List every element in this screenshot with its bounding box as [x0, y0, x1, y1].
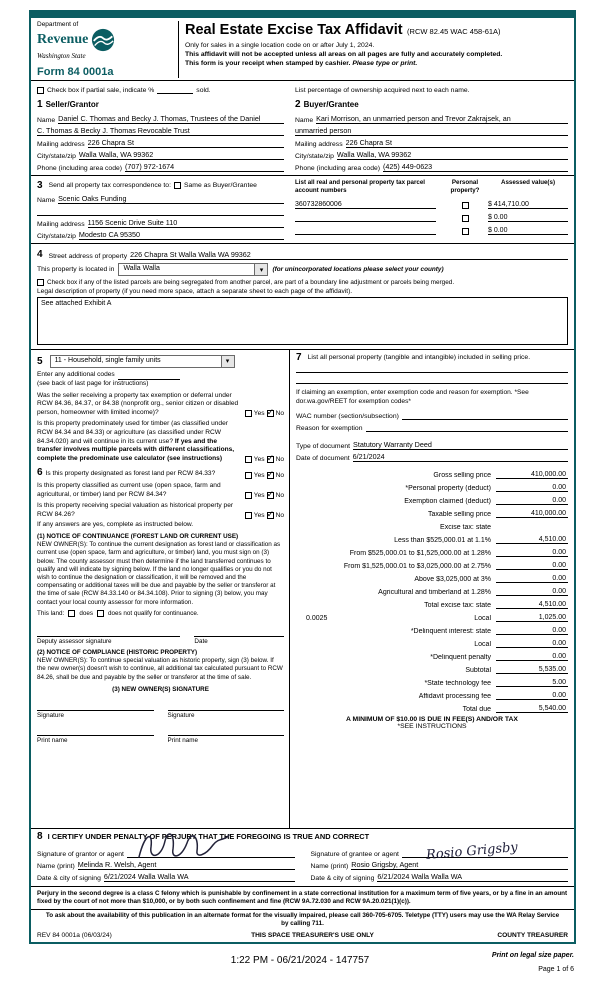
no-label: No [275, 512, 284, 520]
tax-line: From $525,000.01 to $1,525,000.00 at 1.28% 0.00 [349, 549, 566, 558]
yes-label: Yes [253, 492, 265, 500]
date-label: Date [194, 637, 208, 645]
partial-sale-label: Check box if partial sale, indicate % [47, 86, 155, 94]
section-4-number: 4 [37, 249, 43, 260]
tax-line: *State technology fee 5.00 [424, 679, 566, 688]
partial-sale-suffix: sold. [196, 86, 211, 94]
buyer-city-label: City/state/zip [295, 153, 334, 160]
timber-question-bold: If yes and the transfer involves multiple parcels with different classifications, complete the predominate use calculator (see instructions) [37, 437, 235, 462]
seller-name-value[interactable]: Daniel C. Thomas and Becky J. Thomas, Trustees of the Daniel [58, 114, 284, 124]
notice-compliance-body: NEW OWNER(S): To continue special valuation as historic property, sign (3) below. If the new owner(s) doesn't wish to continue, all additional tax calculated pursuant to RCW 84.26, shall be due and payable by the seller or transferor at the time of sale. [37, 657, 283, 681]
tax-line: Gross selling price 410,000.00 [433, 471, 566, 480]
parties-section [31, 96, 574, 176]
tax-line: From $1,525,000.01 to $3,025,000.00 at 2.75% 0.00 [343, 562, 566, 571]
tax-amount[interactable]: 0.00 [496, 497, 568, 505]
grantee-print-name-value[interactable]: Rosio Grigsby, Agent [351, 860, 568, 870]
tax-amount[interactable]: 0.00 [496, 692, 568, 700]
new-owner-signature-line-2[interactable] [168, 702, 285, 711]
new-owner-print-name-line-1[interactable] [37, 727, 154, 736]
personal-property-blank-line[interactable] [296, 362, 568, 373]
section-8-number: 8 [37, 831, 43, 842]
type-or-print-note: Please type or print. [352, 60, 418, 67]
doc-type-label: Type of document [296, 443, 351, 451]
header-note-1: Only for sales in a single location code on or after July 1, 2024. [185, 42, 375, 49]
signature-label: Signature [167, 711, 195, 719]
seller-title: Seller/Grantor [45, 100, 99, 109]
grantor-date-city-value[interactable]: 6/21/2024 Walla Walla WA [104, 872, 295, 882]
current-use-yes-checkbox[interactable] [245, 492, 252, 499]
correspondence-parcel-section [31, 176, 574, 244]
yes-label: Yes [253, 512, 265, 520]
parcel-number-value[interactable]: 360732860006 [295, 201, 436, 209]
revenue-wordmark: Revenue [37, 32, 89, 47]
buyer-city-value[interactable]: Walla Walla, WA 99362 [337, 150, 568, 160]
property-class-select[interactable] [50, 355, 235, 368]
personal-property-blank-line[interactable] [296, 373, 568, 384]
tax-amount[interactable]: 0.00 [496, 588, 568, 596]
buyer-phone-label: Phone (including area code) [295, 165, 381, 172]
section-5-number: 5 [37, 355, 43, 367]
header-note-3 [185, 59, 568, 68]
section-7-number: 7 [296, 352, 302, 363]
tax-line: Total excise tax: state 4,510.00 [424, 601, 566, 610]
personal-property-checkbox[interactable] [462, 228, 469, 235]
tax-amount[interactable]: 0.00 [496, 627, 568, 635]
buyer-name-label: Name [295, 117, 314, 124]
new-owner-print-name-line-2[interactable] [168, 727, 285, 736]
notice-compliance-title: (2) NOTICE OF COMPLIANCE (HISTORIC PROPERTY) [37, 648, 198, 656]
current-use-question: Is this property classified as current use (open space, farm and agricultural, or timber) land per RCW 84.34? [37, 481, 221, 498]
parcel-row [295, 196, 568, 209]
parcel-table [289, 176, 574, 243]
minimum-due-note: A MINIMUM OF $10.00 IS DUE IN FEE(S) AND/OR TAX [346, 716, 518, 724]
tax-amount[interactable]: 0.00 [496, 484, 568, 492]
seller-name-label: Name [37, 117, 56, 124]
correspondence-city-label: City/state/zip [37, 233, 76, 240]
page-number: Page 1 of 6 [538, 966, 574, 973]
exemption-question: Was the seller receiving a property tax exemption or deferral under RCW 84.36, 84.37, or 84.38 (nonprofit org., senior citizen or disabled person, homeowner with limited income)? [37, 391, 239, 416]
seller-name-value-2[interactable]: C. Thomas & Becky J. Thomas Revocable Trust [37, 126, 284, 136]
tax-amount[interactable]: 0.00 [496, 575, 568, 583]
tax-line: 0.0025 Local 1,025.00 [296, 609, 568, 622]
seller-mailing-label: Mailing address [37, 141, 85, 148]
county-select[interactable] [118, 263, 268, 276]
tax-amount[interactable]: 0.00 [496, 562, 568, 570]
no-label: No [275, 456, 284, 464]
personal-property-checkbox[interactable] [462, 215, 469, 222]
certification-section [31, 829, 574, 887]
segregated-label: Check box if any of the listed parcels are being segregated from another parcel, are part of a boundary line adjustment or parcels being merged. [47, 279, 455, 286]
grantee-date-city-label: Date & city of signing [310, 875, 375, 882]
tax-line: Total due 5,540.00 [462, 705, 566, 714]
correspondence-city-value[interactable]: Modesto CA 95350 [79, 230, 284, 240]
buyer-mailing-value[interactable]: 226 Chapra St [346, 138, 568, 148]
forest-yes-checkbox[interactable] [245, 472, 252, 479]
tax-line: Local 0.00 [474, 640, 566, 649]
historical-no-checkbox[interactable] [267, 512, 274, 519]
alternate-format-notice: To ask about the availability of this publication in an alternate format for the visually impaired, please call 360-705-6705. Teletype (TTY) users may use the WA Relay Service by calling 711. [45, 912, 560, 927]
tax-amount[interactable]: 410,000.00 [496, 471, 568, 479]
doc-type-value[interactable]: Statutory Warranty Deed [353, 440, 568, 450]
seller-city-label: City/state/zip [37, 153, 76, 160]
grantor-signature-label: Signature of grantor or agent [37, 851, 124, 858]
tax-computation-table [296, 466, 568, 713]
grantee-signature-line[interactable] [402, 840, 568, 863]
section-6-number: 6 [37, 467, 43, 479]
parcel-number-value[interactable] [295, 234, 436, 235]
timber-yes-checkbox[interactable] [245, 456, 252, 463]
correspondence-mailing-label: Mailing address [37, 221, 85, 228]
this-land-label: This land: [37, 609, 65, 617]
grantor-date-city-label: Date & city of signing [37, 875, 101, 882]
chevron-down-icon[interactable] [221, 356, 234, 367]
buyer-name-value-2[interactable]: unmarried person [295, 126, 568, 136]
section-7-column [289, 350, 574, 828]
tax-amount[interactable]: 4,510.00 [496, 536, 568, 544]
county-treasurer-label: COUNTY TREASURER [497, 932, 568, 939]
tax-line: Subtotal 5,535.00 [465, 666, 566, 675]
seller-phone-label: Phone (including area code) [37, 165, 123, 172]
if-yes-note: If any answers are yes, complete as instructed below. [37, 521, 194, 529]
grantee-print-name-label: Name (print) [310, 863, 349, 870]
notice-continuance-title: (1) NOTICE OF CONTINUANCE (FOREST LAND OR CURRENT USE) [37, 532, 239, 540]
personal-property-col-header: Personal property? [450, 179, 480, 194]
timber-no-checkbox[interactable] [267, 456, 274, 463]
tax-line: *Delinquent penalty 0.00 [430, 653, 566, 662]
parcel-row [295, 209, 568, 222]
reet-affidavit-page [29, 10, 576, 944]
print-note: Print on legal size paper. [491, 952, 574, 959]
title-rcw-reference: (RCW 82.45 WAC 458-61A) [407, 27, 501, 36]
correspondence-label: Send all property tax correspondence to: [48, 182, 171, 189]
no-label: No [275, 410, 284, 418]
seller-phone-value[interactable]: (707) 972-1674 [125, 162, 284, 172]
wac-number-label: WAC number (section/subsection) [296, 413, 399, 421]
additional-codes-field[interactable] [118, 372, 180, 380]
assessed-value-col-header: Assessed value(s) [501, 179, 555, 186]
located-in-label: This property is located in [37, 266, 115, 273]
section-3-number: 3 [37, 180, 43, 191]
tax-line: Less than $525,000.01 at 1.1% 4,510.00 [394, 536, 566, 545]
local-rate-value: 0.0025 [306, 615, 328, 623]
property-class-value: 11 - Household, single family units [54, 356, 161, 364]
certification-statement: I CERTIFY UNDER PENALTY OF PERJURY THAT THE FOREGOING IS TRUE AND CORRECT [47, 832, 370, 841]
grantee-signature-label: Signature of grantee or agent [310, 851, 399, 858]
assessed-value[interactable]: $ 414,710.00 [488, 201, 568, 209]
additional-codes-label: Enter any additional codes [37, 371, 115, 379]
tax-amount[interactable]: 410,000.00 [496, 510, 568, 518]
buyer-name-value[interactable]: Kari Morrison, an unmarried person and Trevor Zakrajsek, an [316, 114, 568, 124]
tax-amount[interactable]: 5,540.00 [496, 705, 568, 713]
grantee-signature: Rosio Grigsby [425, 840, 519, 863]
grantee-date-city-value[interactable]: 6/21/2024 Walla Walla WA [377, 872, 568, 882]
signature-label: Signature [37, 711, 64, 719]
forest-no-checkbox[interactable] [267, 472, 274, 479]
tax-amount[interactable]: 0.00 [496, 653, 568, 661]
see-back-note: (see back of last page for instructions) [37, 380, 149, 387]
ownership-note: List percentage of ownership acquired next to each name. [295, 87, 470, 94]
correspondence-name-label: Name [37, 197, 56, 204]
tax-amount[interactable]: 5.00 [496, 679, 568, 687]
yes-label: Yes [253, 410, 265, 418]
yes-label: Yes [253, 471, 265, 479]
treasurer-space-label: THIS SPACE TREASURER'S USE ONLY [251, 932, 374, 939]
street-address-value[interactable]: 226 Chapra St Walla Walla WA 99362 [130, 250, 568, 260]
historical-question: Is this property receiving special valuation as historical property per RCW 84.26? [37, 502, 234, 518]
print-name-label: Print name [37, 736, 68, 744]
grantor-print-name-label: Name (print) [37, 863, 75, 870]
yes-label: Yes [253, 456, 265, 464]
correspondence-mailing-value[interactable]: 1156 Scenic Drive Suite 110 [88, 218, 284, 228]
correspondence-section [31, 176, 289, 243]
exemption-yes-checkbox[interactable] [245, 410, 252, 417]
tax-line: Taxable selling price 410,000.00 [427, 510, 566, 519]
assessed-value[interactable]: $ 0.00 [488, 214, 568, 222]
see-instructions-note: *SEE INSTRUCTIONS [397, 723, 467, 731]
washington-state-label: Washington State [37, 52, 86, 60]
treasurer-row [31, 930, 574, 942]
seller-mailing-value[interactable]: 226 Chapra St [88, 138, 284, 148]
tax-line: Excise tax: state [440, 524, 491, 532]
exemption-no-checkbox[interactable] [267, 410, 274, 417]
correspondence-name-value[interactable]: Scenic Oaks Funding [58, 194, 284, 204]
tax-line: Above $3,025,000 at 3% 0.00 [414, 575, 566, 584]
section-2-number: 2 [295, 99, 301, 110]
no-label: No [275, 492, 284, 500]
county-select-value: Walla Walla [123, 265, 160, 272]
segregated-checkbox[interactable] [37, 279, 44, 286]
deputy-assessor-signature-line[interactable] [37, 628, 180, 637]
perjury-notice: Perjury in the second degree is a class C felony which is punishable by confinement in a state correctional institution for a maximum term of five years, or by a fine in an amount fixed by the court of not more than $10,000, or by both such confinement and fine (RCW 9A.72.030 and RCW 9A.20.021(1)(c)). [31, 887, 574, 910]
does-label: does [79, 609, 93, 617]
partial-sale-row [31, 81, 574, 96]
form-number: Form 84 0001a [37, 66, 114, 78]
buyer-phone-value[interactable]: (425) 449-0623 [383, 162, 568, 172]
assessed-value[interactable]: $ 0.00 [488, 227, 568, 235]
tax-amount[interactable]: 0.00 [496, 640, 568, 648]
legal-description-value: See attached Exhibit A [41, 300, 112, 307]
does-not-label: does not qualify for continuance. [107, 609, 199, 617]
no-label: No [275, 471, 284, 479]
tax-line: *Delinquent interest: state 0.00 [410, 627, 566, 636]
tax-line: Agricultural and timberland at 1.28% 0.00 [378, 588, 566, 597]
tax-line: Affidavit processing fee 0.00 [418, 692, 566, 701]
forest-land-question: Is this property designated as forest land per RCW 84.33? [45, 470, 216, 478]
timestamp-stamp: 1:22 PM - 06/21/2024 - 147757 [230, 955, 370, 966]
buyer-mailing-label: Mailing address [295, 141, 343, 148]
legal-description-box[interactable] [37, 297, 568, 345]
partial-sale-checkbox[interactable] [37, 87, 44, 94]
grantor-signature-line[interactable] [127, 849, 295, 858]
parcel-row [295, 222, 568, 235]
header-note-2: This affidavit will not be accepted unless all areas on all pages are fully and accurately completed. [185, 51, 503, 58]
header-note-3-text: This form is your receipt when stamped by cashier. [185, 60, 351, 67]
does-qualify-checkbox[interactable] [68, 610, 75, 617]
chevron-down-icon[interactable] [254, 264, 267, 275]
tax-line: *Personal property (deduct) 0.00 [405, 484, 566, 493]
agency-block [37, 21, 179, 78]
tax-line: Exemption claimed (deduct) 0.00 [404, 497, 566, 506]
reason-exemption-field[interactable] [366, 423, 569, 432]
correspondence-name-blank[interactable] [37, 207, 284, 216]
parcel-col-header: List all real and personal property tax parcel account numbers [295, 179, 425, 194]
exemption-code-note: If claiming an exemption, enter exemption code and reason for exemption. *See dor.wa.gov/REET for exemption codes* [296, 389, 529, 405]
does-not-qualify-checkbox[interactable] [97, 610, 104, 617]
same-as-buyer-label: Same as Buyer/Grantee [183, 182, 257, 189]
notice-continuance-body: NEW OWNER(S): To continue the current designation as forest land or classification as current use (open space, farm and agriculture, or timber) land, you must sign on (3) below. The county assessor must then determine if the land transferred continues to qualify and will indicate by signing below. If the land no longer qualifies or you do not wish to continue the designation or classification, it will be removed and the compensating or additional taxes will be due and payable by the seller or transferor at the time of sale (RCW 84.33.140 or 84.34.108). Prior to signing (3) below, you may contact your local county assessor for more information. [37, 541, 281, 606]
timber-question: Is this property predominately used for timber (as classified under RCW 84.34 and 84.33) or agriculture (as classified under RCW 84.34.020) and will continue in its current use? [37, 420, 228, 445]
street-address-label: Street address of property [48, 253, 128, 260]
grantor-print-name-value[interactable]: Melinda R. Welsh, Agent [78, 860, 295, 870]
seller-city-value[interactable]: Walla Walla, WA 99362 [79, 150, 284, 160]
deputy-assessor-label: Deputy assessor signature [37, 637, 112, 645]
dor-logo-icon [91, 28, 115, 52]
new-owner-signature-line-1[interactable] [37, 702, 154, 711]
current-use-no-checkbox[interactable] [267, 492, 274, 499]
tax-amount[interactable]: 4,510.00 [496, 601, 568, 609]
section-5-6-column [31, 350, 289, 828]
section-1-number: 1 [37, 99, 43, 110]
page-title: Real Estate Excise Tax Affidavit [185, 22, 403, 38]
seller-section [31, 96, 289, 175]
department-of-label: Department of [37, 21, 79, 28]
partial-sale-percent-field[interactable] [157, 86, 193, 94]
doc-date-value[interactable]: 6/21/2024 [353, 452, 568, 462]
buyer-section [289, 96, 574, 175]
form-header [31, 18, 574, 81]
classification-tax-section [31, 350, 574, 829]
deputy-date-line[interactable] [194, 628, 284, 637]
historical-yes-checkbox[interactable] [245, 512, 252, 519]
parcel-number-value[interactable] [295, 221, 436, 222]
same-as-buyer-checkbox[interactable] [174, 182, 181, 189]
buyer-title: Buyer/Grantee [303, 100, 359, 109]
tax-amount[interactable]: 5,535.00 [496, 666, 568, 674]
grantor-signature [135, 827, 231, 861]
tax-amount[interactable]: 1,025.00 [496, 614, 568, 622]
legal-description-label: Legal description of property (if you need more space, attach a separate sheet to each page of the affidavit). [37, 288, 353, 295]
rev-form-id: REV 84 0001a (06/03/24) [37, 932, 112, 939]
wac-number-field[interactable] [402, 411, 568, 420]
print-name-label: Print name [167, 736, 198, 744]
doc-date-label: Date of document [296, 455, 350, 463]
tax-amount[interactable]: 0.00 [496, 549, 568, 557]
personal-property-intro: List all personal property (tangible and intangible) included in selling price. [307, 354, 531, 361]
new-owners-signature-title: (3) NEW OWNER(S) SIGNATURE [112, 685, 209, 693]
unincorporated-note: (for unincorporated locations please select your county) [272, 266, 444, 273]
personal-property-checkbox[interactable] [462, 202, 469, 209]
reason-exemption-label: Reason for exemption [296, 425, 363, 433]
property-location-section [31, 244, 574, 350]
